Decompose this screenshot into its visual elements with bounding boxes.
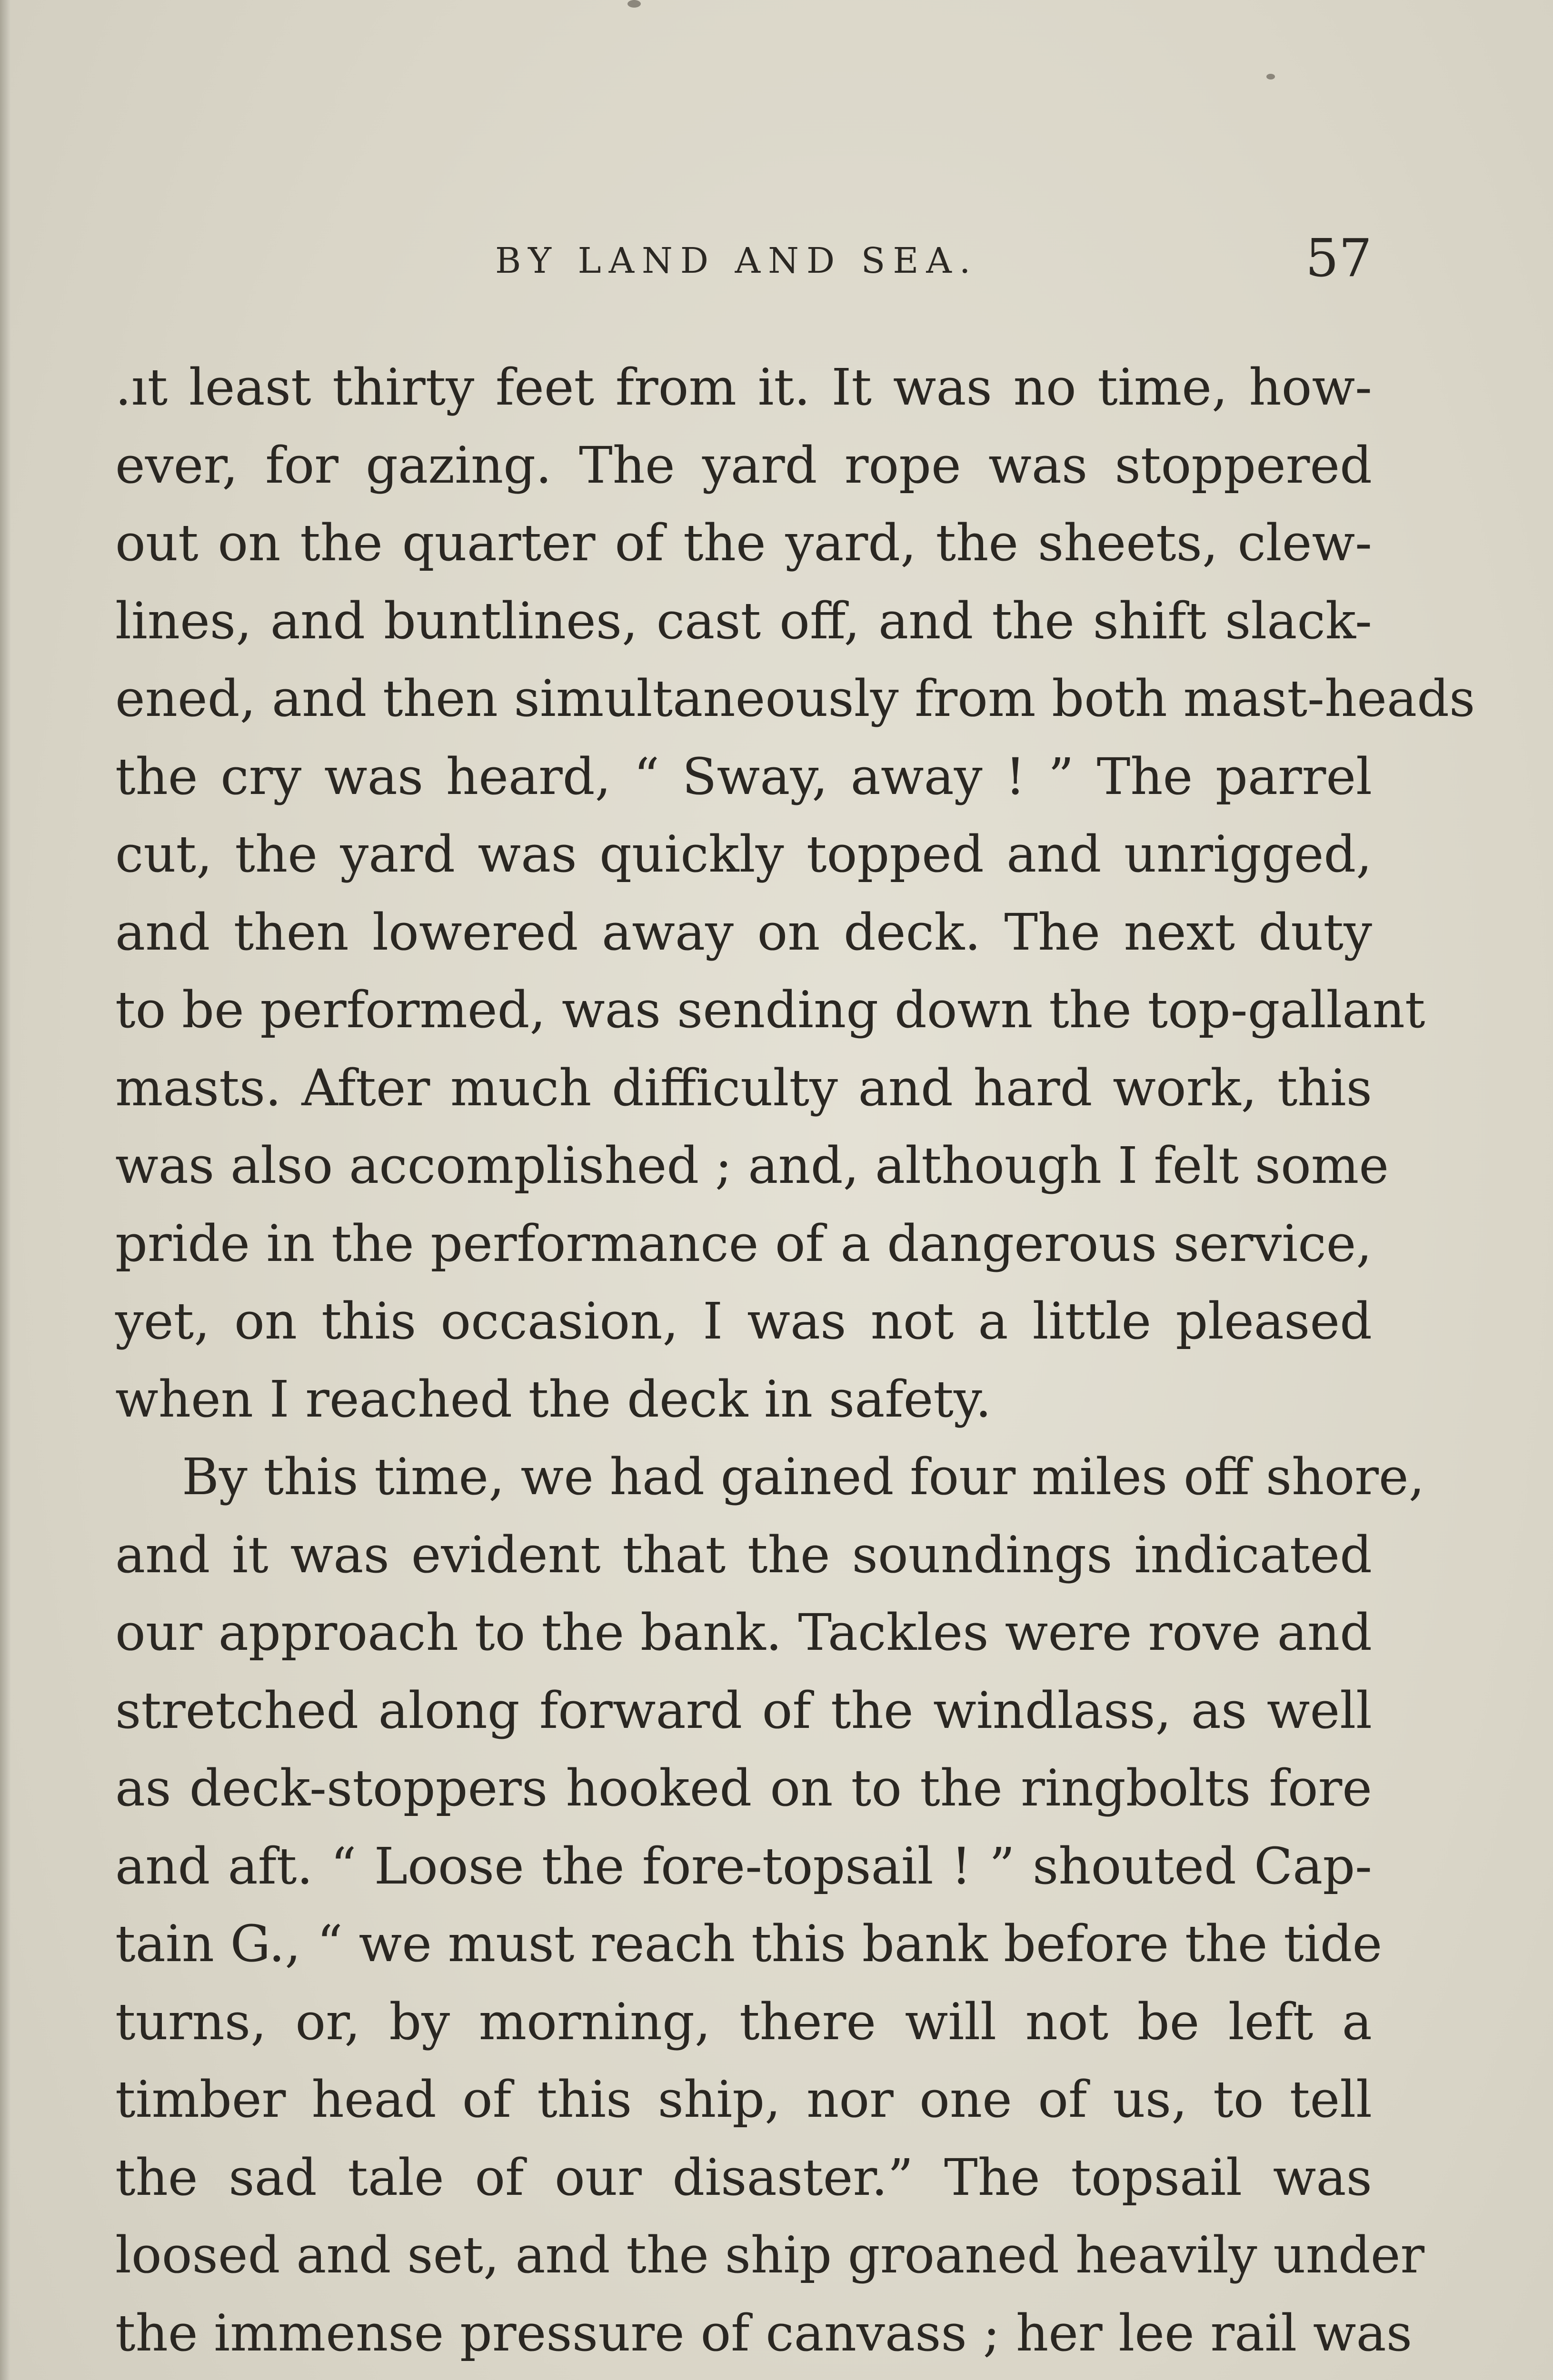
text-line: timber head of this ship, nor one of us, to tell: [115, 2070, 1372, 2129]
text-line: the cry was heard, “ Sway, away ! ” The parrel: [115, 747, 1372, 806]
text-line: masts. After much difficulty and hard work, this: [115, 1058, 1372, 1117]
text-line: turns, or, by morning, there will not be left a: [115, 1992, 1372, 2051]
text-line: and it was evident that the soundings indicated: [115, 1525, 1372, 1584]
ink-speck: [1266, 74, 1275, 79]
text-line: stretched along forward of the windlass, as well: [115, 1681, 1372, 1740]
page-gutter-shadow: [0, 0, 10, 2380]
body-text: [115, 348, 1475, 2380]
text-line: ever, for gazing. The yard rope was stoppered: [115, 436, 1372, 495]
text-line: to be performed, was sending down the top-gallant: [115, 981, 1425, 1039]
running-head: BY LAND AND SEA.: [495, 240, 978, 281]
text-line: out on the quarter of the yard, the sheets, clew-: [115, 514, 1372, 572]
text-line: tain G., “ we must reach this bank before the tide: [115, 1914, 1383, 1973]
text-line: [115, 2372, 1372, 2380]
text-line: and then lowered away on deck. The next duty: [115, 902, 1372, 962]
text-line: By this time, we had gained four miles off shore,: [182, 1448, 1425, 1506]
text-line: pride in the performance of a dangerous service,: [115, 1214, 1372, 1273]
text-line: lines, and buntlines, cast off, and the shift slack-: [115, 591, 1372, 650]
text-line: loosed and set, and the ship groaned heavily under: [115, 2226, 1425, 2284]
ink-speck: [627, 0, 641, 8]
text-line: as deck-stoppers hooked on to the ringbolts fore: [115, 1759, 1372, 1817]
text-line: .ıt least thirty feet from it. It was no time, how-: [115, 358, 1372, 416]
text-line: when I reached the deck in safety.: [115, 1369, 992, 1428]
text-line: cut, the yard was quickly topped and unrigged,: [115, 825, 1372, 883]
text-line: ened, and then simultaneously from both mast-heads: [115, 669, 1475, 728]
text-line: the immense pressure of canvass ; her lee rail was: [115, 2303, 1413, 2362]
page-number: 57: [1305, 228, 1372, 288]
text-line: the sad tale of our disaster.” The topsail was: [115, 2148, 1372, 2207]
text-line: our approach to the bank. Tackles were rove and: [115, 1603, 1372, 1662]
text-line: yet, on this occasion, I was not a little pleased: [115, 1292, 1372, 1350]
text-line: and aft. “ Loose the fore-topsail ! ” shouted Cap-: [115, 1836, 1372, 1895]
text-line: was also accomplished ; and, although I felt some: [115, 1136, 1389, 1195]
